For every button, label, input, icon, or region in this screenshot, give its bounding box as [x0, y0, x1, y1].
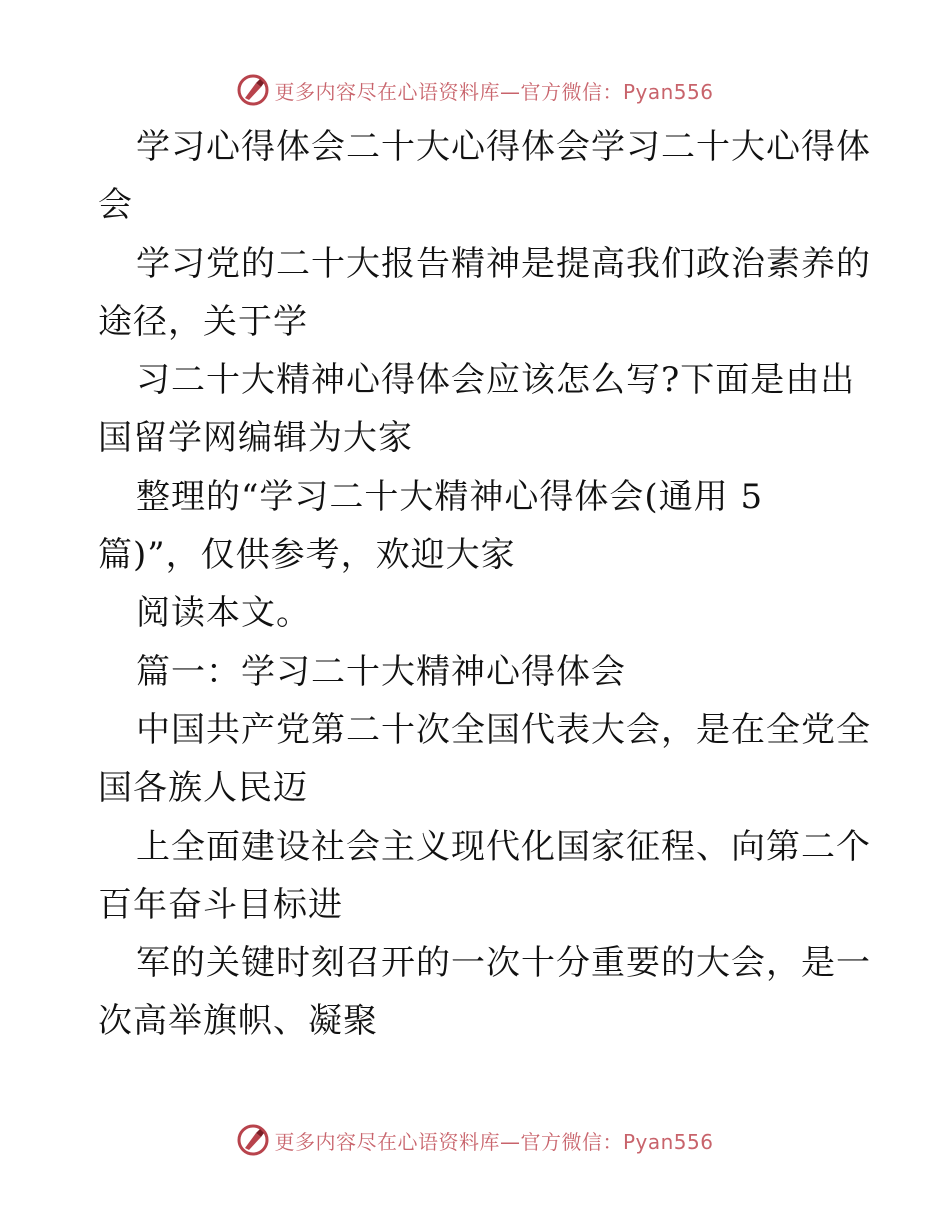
section-heading: 篇一：学习二十大精神心得体会 [136, 651, 626, 692]
footer-banner-text: 更多内容尽在心语资料库—官方微信：Pyan556 [274, 1129, 714, 1154]
document-body [98, 118, 871, 1051]
pen-nib-logo-icon [236, 1123, 270, 1157]
paragraph-line: 学习心得体会二十大心得体会学习二十大心得体 [136, 127, 871, 167]
paragraph-line: 次高举旗帜、凝聚 [98, 1001, 378, 1042]
paragraph-line: 军的关键时刻召开的一次十分重要的大会，是一 [136, 943, 871, 984]
paragraph-line: 中国共产党第二十次全国代表大会，是在全党全 [136, 709, 871, 750]
header-banner [0, 70, 950, 110]
paragraph-line: 习二十大精神心得体会应该怎么写?下面是由出 [136, 360, 856, 401]
paragraph-line: 学习党的二十大报告精神是提高我们政治素养的 [136, 243, 871, 284]
paragraph-line: 国留学网编辑为大家 [98, 418, 413, 459]
paragraph-line: 阅读本文。 [136, 593, 311, 634]
paragraph-line: 途径，关于学 [98, 301, 308, 342]
paragraph-line: 会 [98, 185, 133, 226]
footer-banner [0, 1120, 950, 1160]
paragraph-line: 国各族人民迈 [98, 768, 308, 809]
header-banner-text: 更多内容尽在心语资料库—官方微信：Pyan556 [274, 79, 714, 104]
paragraph-line: 整理的“学习二十大精神心得体会(通用 5 [136, 476, 764, 517]
paragraph-line: 篇)”，仅供参考，欢迎大家 [98, 535, 516, 576]
pen-nib-logo-icon [236, 73, 270, 107]
paragraph-line: 上全面建设社会主义现代化国家征程、向第二个 [136, 826, 871, 867]
paragraph-line: 百年奋斗目标进 [98, 884, 343, 925]
